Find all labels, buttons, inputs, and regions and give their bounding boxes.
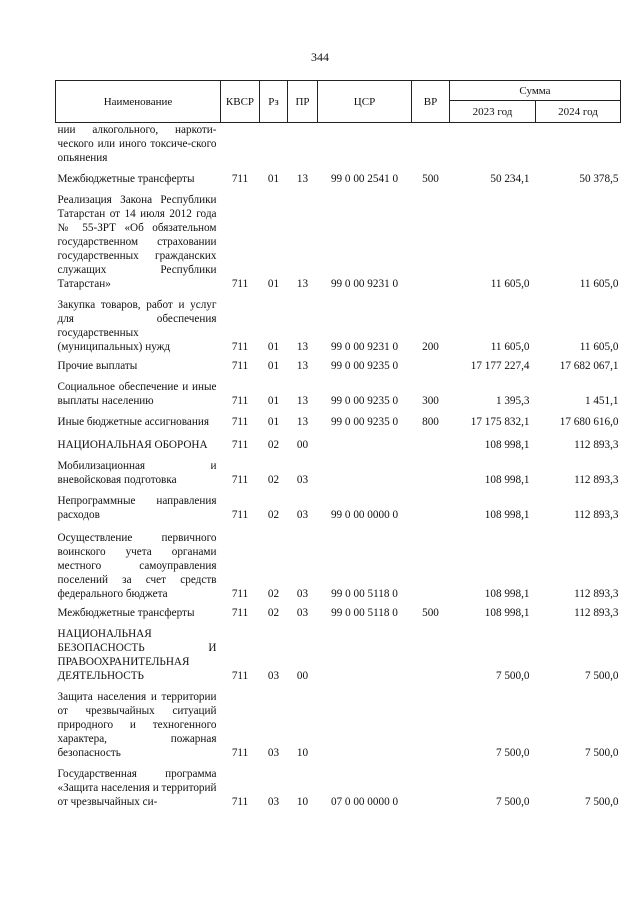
- row-kvsr: 711: [231, 341, 249, 353]
- row-kvsr: 711: [231, 395, 249, 407]
- row-kvsr: [221, 123, 260, 167]
- row-vr: [412, 523, 450, 602]
- row-name: Межбюджетные трансферты: [57, 173, 195, 185]
- row-pr: 00: [296, 670, 309, 682]
- header-2024: 2024 год: [536, 101, 621, 123]
- row-pr: 13: [296, 278, 309, 290]
- row-pr: 13: [296, 416, 309, 428]
- row-name: Прочие выплаты: [57, 360, 138, 372]
- row-pr: 00: [296, 439, 309, 451]
- row-sum-2024: 112 893,3: [574, 607, 619, 619]
- row-rz: 03: [267, 670, 280, 682]
- row-sum-2024: 112 893,3: [574, 474, 619, 486]
- header-rz: Рз: [260, 81, 288, 123]
- row-kvsr: 711: [231, 796, 249, 808]
- budget-table: [55, 80, 621, 810]
- row-sum-2024: 112 893,3: [574, 439, 619, 451]
- row-rz: 02: [267, 607, 280, 619]
- row-vr: 300: [422, 395, 439, 407]
- header-sum: Сумма: [450, 81, 621, 101]
- row-sum-2024: 17 682 067,1: [559, 360, 619, 372]
- row-vr: [412, 684, 450, 761]
- row-sum-2024: 7 500,0: [584, 670, 619, 682]
- row-pr: 13: [296, 341, 309, 353]
- table-body: [56, 123, 621, 811]
- row-vr: [412, 488, 450, 523]
- row-csr: 99 0 00 2541 0: [330, 173, 399, 185]
- row-sum-2024: [536, 123, 621, 167]
- row-sum-2023: 7 500,0: [495, 796, 530, 808]
- header-pr: ПР: [288, 81, 318, 123]
- table-row: [56, 488, 621, 523]
- row-csr: [318, 430, 412, 453]
- row-name: Государственная программа «Защита населения и территорий от чрезвычайных си-: [57, 768, 217, 808]
- row-kvsr: 711: [231, 670, 249, 682]
- row-sum-2023: 108 998,1: [484, 439, 530, 451]
- row-sum-2023: 17 175 832,1: [470, 416, 530, 428]
- row-sum-2024: 11 605,0: [579, 278, 619, 290]
- row-sum-2023: 108 998,1: [484, 509, 530, 521]
- row-pr: 03: [296, 509, 309, 521]
- page-number: 344: [311, 50, 329, 64]
- row-kvsr: 711: [231, 607, 249, 619]
- row-pr: 03: [296, 588, 309, 600]
- row-vr: [412, 761, 450, 810]
- row-rz: 01: [267, 278, 280, 290]
- table-row: [56, 292, 621, 355]
- row-sum-2023: 1 395,3: [495, 395, 530, 407]
- row-name: Социальное обеспечение и иные выплаты населению: [57, 381, 217, 407]
- row-vr: [412, 187, 450, 292]
- row-csr: 99 0 00 5118 0: [331, 607, 398, 619]
- row-name: Межбюджетные трансферты: [57, 607, 195, 619]
- row-vr: 500: [422, 173, 439, 185]
- row-rz: 02: [267, 474, 280, 486]
- row-name: Реализация Закона Республики Татарстан от 14 июля 2012 года № 55-ЗРТ «Об обязательном государственном страховании государственных гражданских служащих Республики Татарстан»: [57, 194, 217, 290]
- row-sum-2023: 7 500,0: [495, 670, 530, 682]
- table-row: [56, 761, 621, 810]
- row-sum-2024: 7 500,0: [584, 796, 619, 808]
- row-name: НАЦИОНАЛЬНАЯ БЕЗОПАСНОСТЬ И ПРАВООХРАНИТЕЛЬНАЯ ДЕЯТЕЛЬНОСТЬ: [57, 628, 217, 682]
- row-kvsr: 711: [231, 416, 249, 428]
- row-pr: 03: [296, 474, 309, 486]
- row-sum-2023: [450, 123, 536, 167]
- table-row: [56, 430, 621, 453]
- row-name: Закупка товаров, работ и услуг для обеспечения государственных (муниципальных) нужд: [57, 299, 217, 353]
- row-sum-2023: 108 998,1: [484, 607, 530, 619]
- row-name: Защита населения и территории от чрезвычайных ситуаций природного и техногенного характера, пожарная безопасность: [57, 691, 217, 759]
- row-vr: 500: [422, 607, 439, 619]
- table-row: [56, 187, 621, 292]
- header-name: Наименование: [56, 81, 221, 123]
- row-kvsr: 711: [231, 747, 249, 759]
- row-name: НАЦИОНАЛЬНАЯ ОБОРОНА: [57, 439, 208, 451]
- row-sum-2024: 112 893,3: [574, 509, 619, 521]
- row-kvsr: 711: [231, 509, 249, 521]
- row-csr: [318, 621, 412, 684]
- row-pr: 10: [296, 796, 309, 808]
- row-csr: 99 0 00 9231 0: [330, 278, 399, 290]
- row-pr: 13: [296, 173, 309, 185]
- row-pr: 03: [296, 607, 309, 619]
- table-row: [56, 123, 621, 167]
- row-vr: [412, 453, 450, 488]
- row-rz: 03: [267, 796, 280, 808]
- row-pr: 13: [296, 360, 309, 372]
- row-csr: 99 0 00 5118 0: [331, 588, 398, 600]
- row-csr: [318, 453, 412, 488]
- row-name: Осуществление первичного воинского учета органами местного самоуправления поселений за счет средств федерального бюджета: [57, 532, 217, 600]
- row-kvsr: 711: [231, 173, 249, 185]
- table-row: [56, 374, 621, 409]
- row-rz: 03: [267, 747, 280, 759]
- row-sum-2024: 112 893,3: [574, 588, 619, 600]
- row-vr: [412, 621, 450, 684]
- row-kvsr: 711: [231, 360, 249, 372]
- row-csr: [318, 684, 412, 761]
- row-name: нии алкогольного, наркоти-ческого или иного токсиче-ского опьянения: [57, 124, 217, 164]
- row-csr: 07 0 00 0000 0: [330, 796, 399, 808]
- row-csr: 99 0 00 9235 0: [330, 416, 399, 428]
- table-row: [56, 602, 621, 621]
- row-rz: 02: [267, 588, 280, 600]
- row-vr: [412, 430, 450, 453]
- row-kvsr: 711: [231, 439, 249, 451]
- header-2023: 2023 год: [450, 101, 536, 123]
- row-pr: 10: [296, 747, 309, 759]
- row-sum-2023: 108 998,1: [484, 588, 530, 600]
- row-vr: [412, 355, 450, 374]
- table-row: [56, 621, 621, 684]
- row-kvsr: 711: [231, 278, 249, 290]
- row-sum-2024: 1 451,1: [584, 395, 619, 407]
- header-vr: ВР: [412, 81, 450, 123]
- row-csr: 99 0 00 9235 0: [330, 395, 399, 407]
- row-pr: [288, 123, 318, 167]
- row-name: Мобилизационная и вневойсковая подготовка: [57, 460, 217, 486]
- table-row: [56, 684, 621, 761]
- row-csr: 99 0 00 0000 0: [330, 509, 399, 521]
- row-rz: 01: [267, 341, 280, 353]
- row-rz: 01: [267, 395, 280, 407]
- row-sum-2023: 17 177 227,4: [470, 360, 530, 372]
- row-rz: 02: [267, 439, 280, 451]
- row-sum-2024: 11 605,0: [579, 341, 619, 353]
- row-sum-2023: 11 605,0: [490, 278, 530, 290]
- row-pr: 13: [296, 395, 309, 407]
- table-row: [56, 409, 621, 430]
- header-csr: ЦСР: [318, 81, 412, 123]
- row-csr: [318, 123, 412, 167]
- table-row: [56, 523, 621, 602]
- row-rz: [260, 123, 288, 167]
- row-sum-2024: 17 680 616,0: [559, 416, 619, 428]
- row-rz: 01: [267, 173, 280, 185]
- row-csr: 99 0 00 9235 0: [330, 360, 399, 372]
- row-kvsr: 711: [231, 474, 249, 486]
- row-sum-2023: 108 998,1: [484, 474, 530, 486]
- row-kvsr: 711: [231, 588, 249, 600]
- header-kvsr: КВСР: [221, 81, 260, 123]
- row-vr: 200: [422, 341, 439, 353]
- row-sum-2024: 50 378,5: [579, 173, 619, 185]
- row-name: Непрограммные направления расходов: [57, 495, 217, 521]
- row-vr: [412, 123, 450, 167]
- row-sum-2024: 7 500,0: [584, 747, 619, 759]
- row-sum-2023: 11 605,0: [490, 341, 530, 353]
- row-rz: 01: [267, 360, 280, 372]
- row-sum-2023: 7 500,0: [495, 747, 530, 759]
- row-rz: 01: [267, 416, 280, 428]
- table-row: [56, 166, 621, 187]
- row-csr: 99 0 00 9231 0: [330, 341, 399, 353]
- row-name: Иные бюджетные ассигнования: [57, 416, 209, 428]
- row-vr: 800: [422, 416, 439, 428]
- table-header: [56, 81, 621, 123]
- table-row: [56, 453, 621, 488]
- table-row: [56, 355, 621, 374]
- row-sum-2023: 50 234,1: [490, 173, 530, 185]
- row-rz: 02: [267, 509, 280, 521]
